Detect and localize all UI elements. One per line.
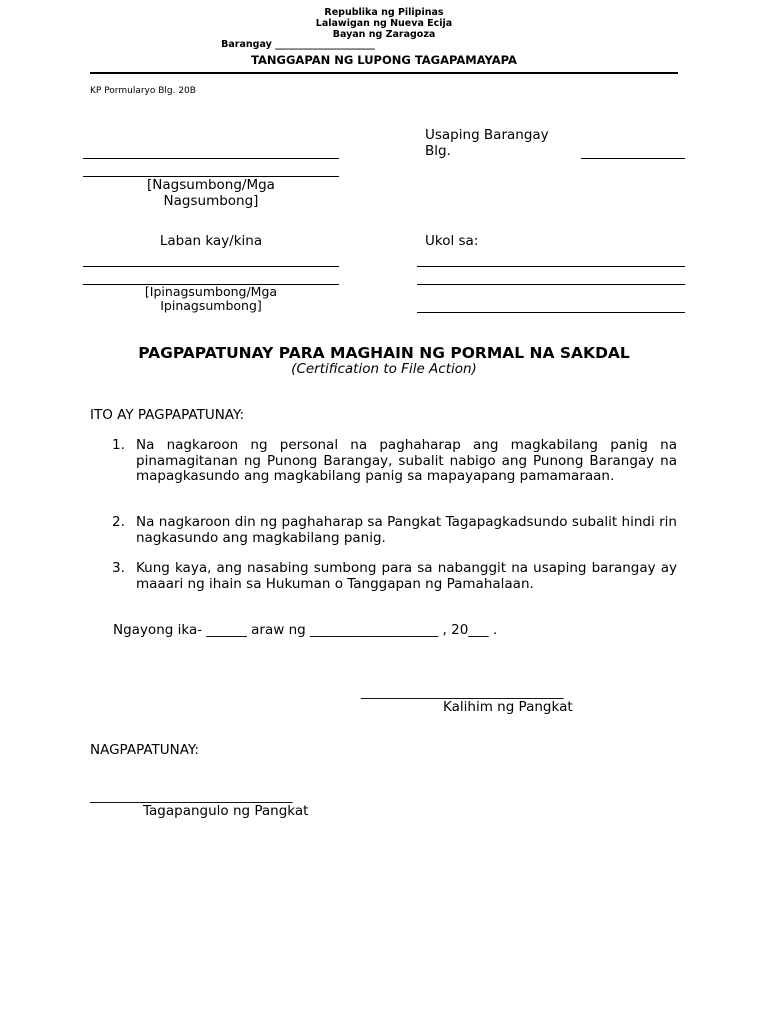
header-rule bbox=[90, 72, 678, 74]
secretary-signature-line[interactable]: ______________________________ bbox=[361, 684, 564, 700]
office-title: TANGGAPAN NG LUPONG TAGAPAMAYAPA bbox=[251, 53, 517, 67]
certification-item-1 bbox=[112, 438, 677, 485]
item-number: 3. bbox=[112, 560, 125, 576]
secretary-label: Kalihim ng Pangkat bbox=[443, 699, 573, 715]
form-number: KP Pormularyo Blg. 20B bbox=[90, 86, 196, 96]
case-number-blank[interactable] bbox=[581, 158, 685, 159]
complainant-blank-1[interactable] bbox=[83, 158, 339, 159]
document-title: PAGPAPATUNAY PARA MAGHAIN NG PORMAL NA SAKDAL bbox=[138, 344, 630, 362]
document-subtitle: (Certification to File Action) bbox=[291, 361, 477, 377]
case-label-line1: Usaping Barangay bbox=[425, 127, 549, 143]
attest-label: NAGPAPATUNAY: bbox=[90, 742, 199, 758]
respondent-blank-1[interactable] bbox=[83, 266, 339, 267]
chairman-label: Tagapangulo ng Pangkat bbox=[143, 803, 309, 819]
header-republic: Republika ng Pilipinas bbox=[324, 7, 444, 18]
header-municipality: Bayan ng Zaragoza bbox=[332, 29, 436, 40]
certification-item-2 bbox=[112, 515, 677, 546]
subject-blank-2[interactable] bbox=[417, 284, 685, 285]
complainant-label: [Nagsumbong/Mga Nagsumbong] bbox=[147, 177, 275, 209]
header-barangay: Barangay _____________________ bbox=[221, 39, 375, 50]
against-label: Laban kay/kina bbox=[159, 233, 263, 249]
item-text: Na nagkaroon ng personal na paghaharap ang magkabilang panig na pinamagitanan ng Punong Barangay, subalit nabigo ang Punong Barangay na mapagkasundo ang magkabilang panig sa mapayapang pamamaraan. bbox=[136, 437, 677, 484]
item-number: 2. bbox=[112, 514, 125, 530]
chairman-signature-line[interactable]: ______________________________ bbox=[90, 788, 293, 804]
item-text: Kung kaya, ang nasabing sumbong para sa nabanggit na usaping barangay ay maaari ng ihain sa Hukuman o Tanggapan ng Pamahalaan. bbox=[136, 560, 677, 592]
item-text: Na nagkaroon din ng paghaharap sa Pangkat Tagapagkadsundo subalit hindi rin nagkasundo ang magkabilang panig. bbox=[136, 514, 677, 546]
intro-text: ITO AY PAGPAPATUNAY: bbox=[90, 407, 244, 423]
subject-label: Ukol sa: bbox=[425, 233, 479, 249]
subject-blank-3[interactable] bbox=[417, 312, 685, 313]
date-line[interactable]: Ngayong ika- ______ araw ng ___________________ , 20___ . bbox=[113, 622, 498, 638]
subject-blank-1[interactable] bbox=[417, 266, 685, 267]
certification-item-3 bbox=[112, 561, 677, 592]
respondent-label: [Ipinagsumbong/Mga Ipinagsumbong] bbox=[144, 284, 278, 313]
item-number: 1. bbox=[112, 437, 125, 453]
case-label-line2: Blg. bbox=[425, 143, 451, 159]
header-province: Lalawigan ng Nueva Ecija bbox=[315, 18, 453, 29]
